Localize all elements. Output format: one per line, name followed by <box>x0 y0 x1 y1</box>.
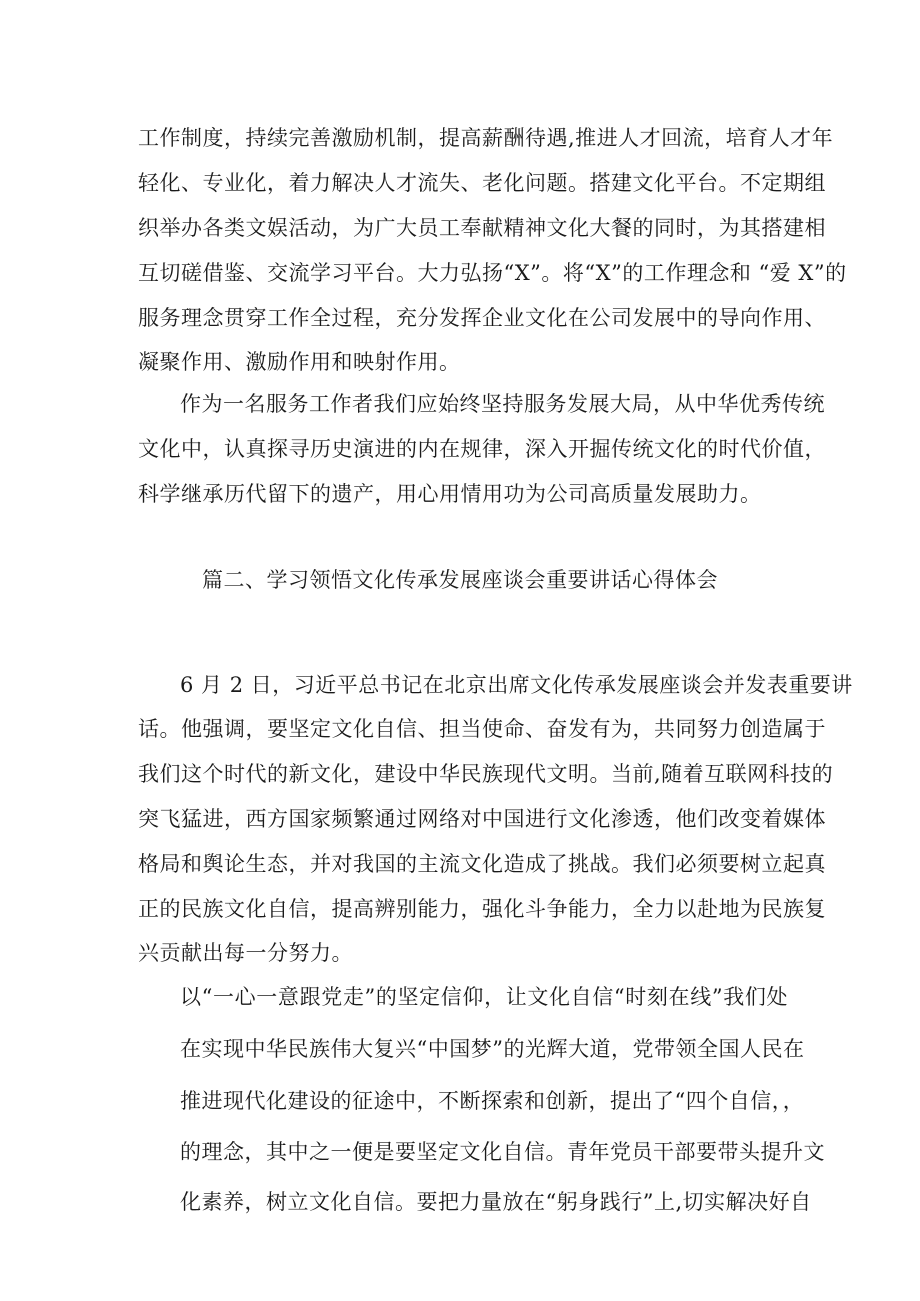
paragraph-line: 我们这个时代的新文化，建设中华民族现代文明。当前,随着互联网科技的 <box>138 762 834 786</box>
paragraph-line: 在实现中华民族伟大复兴“中国梦”的光辉大道，党带领全国人民在 <box>180 1037 805 1061</box>
paragraph-line: 工作制度，持续完善激励机制，提高薪酬待遇,推进人才回流，培育人才年 <box>138 126 834 150</box>
paragraph-line: 科学继承历代留下的遗产，用心用情用功为公司高质量发展助力。 <box>138 482 762 506</box>
paragraph-line: 化素养，树立文化自信。要把力量放在“躬身践行”上,切实解决好自 <box>180 1190 812 1214</box>
paragraph-line: 突飞猛进，西方国家频繁通过网络对中国进行文化渗透，他们改变着媒体 <box>138 807 826 831</box>
paragraph-line: 互切磋借鉴、交流学习平台。大力弘扬“X”。将“X”的工作理念和 “爱 X”的 <box>138 261 847 285</box>
section-heading: 篇二、学习领悟文化传承发展座谈会重要讲话心得体会 <box>202 568 718 592</box>
paragraph-line: 作为一名服务工作者我们应始终坚持服务发展大局，从中华优秀传统 <box>180 392 825 416</box>
paragraph-line: 推进现代化建设的征途中，不断探索和创新，提出了“四个自信，， <box>180 1089 805 1113</box>
paragraph-line: 正的民族文化自信，提高辨别能力，强化斗争能力，全力以赴地为民族复 <box>138 897 826 921</box>
paragraph-line: 6 月 2 日，习近平总书记在北京出席文化传承发展座谈会并发表重要讲 <box>180 673 853 697</box>
paragraph-line: 轻化、专业化，着力解决人才流失、老化问题。搭建文化平台。不定期组 <box>138 171 826 195</box>
paragraph-line: 文化中，认真探寻历史演进的内在规律，深入开掘传统文化的时代价值， <box>138 437 826 461</box>
paragraph-line: 凝聚作用、激励作用和映射作用。 <box>138 350 461 374</box>
paragraph-line: 的理念，其中之一便是要坚定文化自信。青年党员干部要带头提升文 <box>180 1140 825 1164</box>
paragraph-line: 织举办各类文娱活动，为广大员工奉献精神文化大餐的同时，为其搭建相 <box>138 216 826 240</box>
paragraph-line: 话。他强调，要坚定文化自信、担当使命、奋发有为，共同努力创造属于 <box>138 717 826 741</box>
paragraph-line: 格局和舆论生态，并对我国的主流文化造成了挑战。我们必须要树立起真 <box>138 852 826 876</box>
paragraph-line: 服务理念贯穿工作全过程，充分发挥企业文化在公司发展中的导向作用、 <box>138 306 826 330</box>
paragraph-line: 兴贡献出每一分努力。 <box>138 941 353 965</box>
paragraph-line: 以“一心一意跟党走”的坚定信仰，让文化自信“时刻在线”我们处 <box>180 985 788 1009</box>
